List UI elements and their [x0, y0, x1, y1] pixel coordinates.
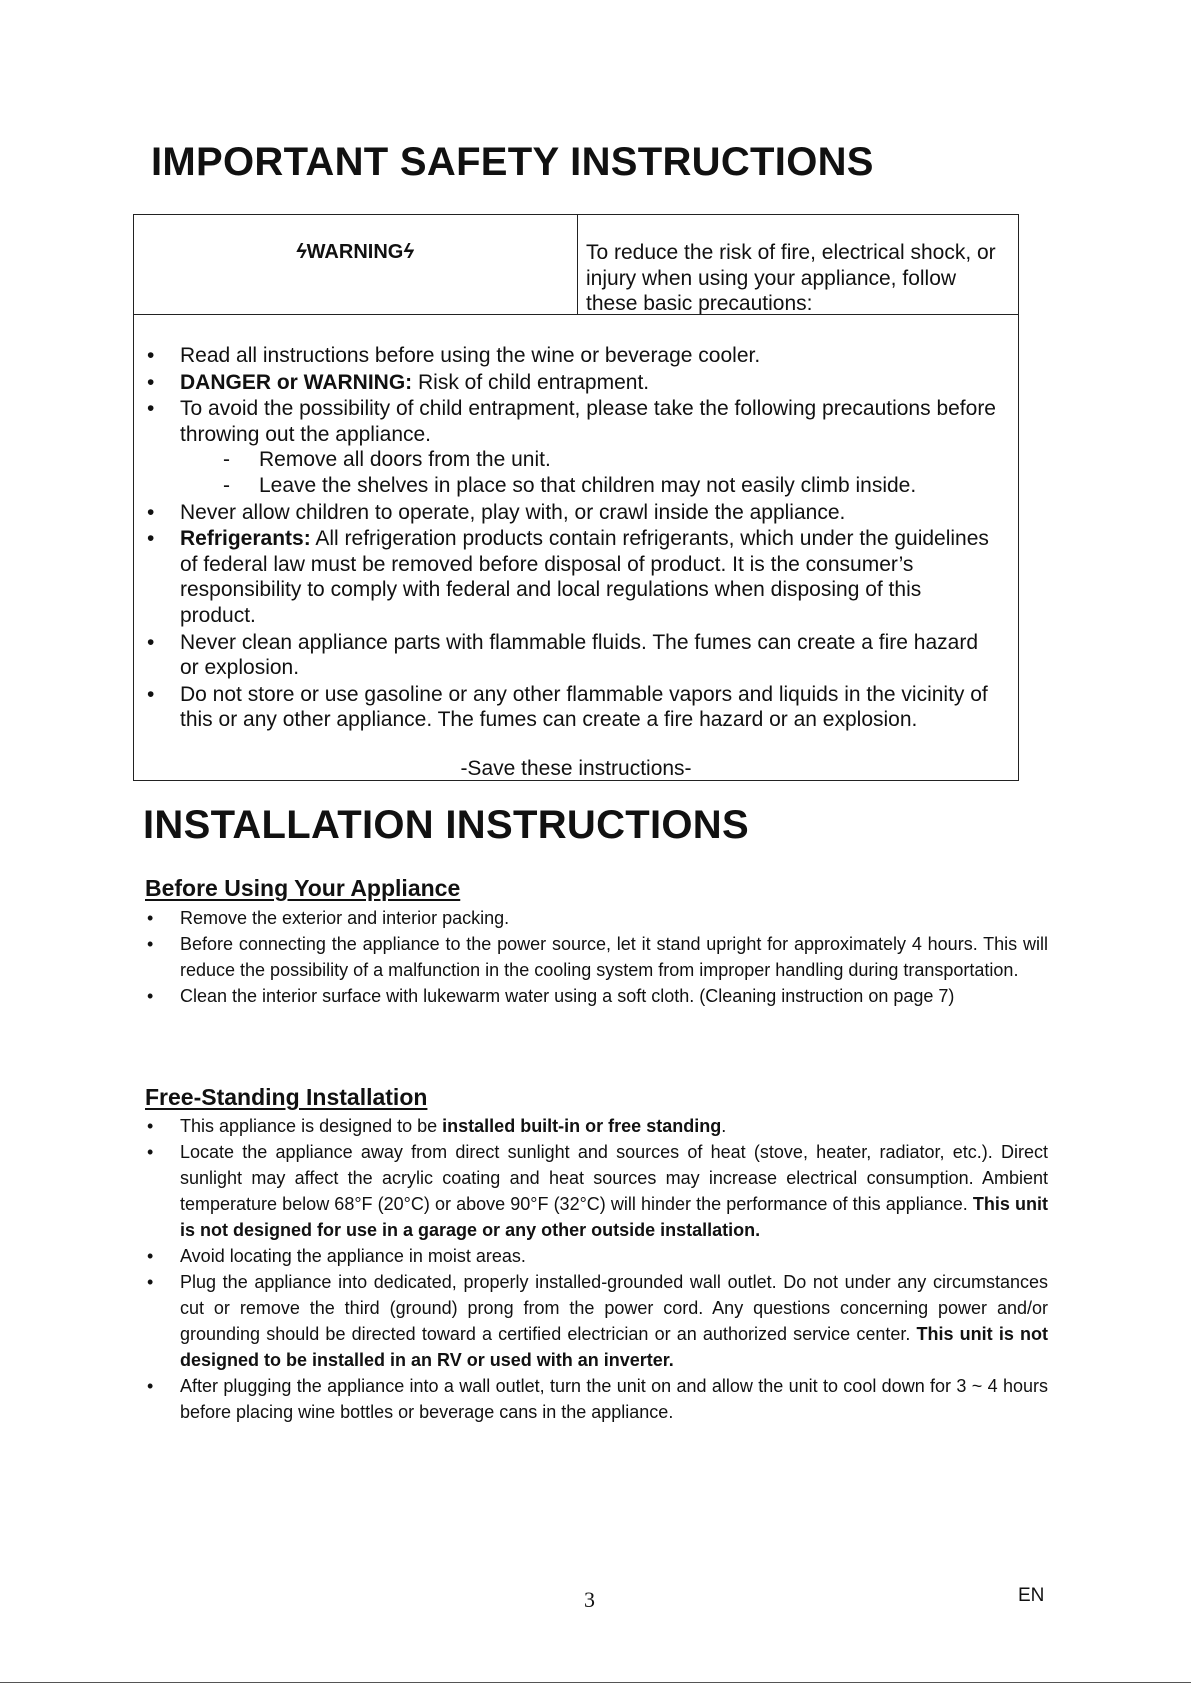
list-item: [147, 370, 1000, 396]
bullet-icon: •: [147, 1116, 154, 1136]
list-item-bold: installed built-in or free standing: [442, 1116, 722, 1136]
list-item-bold: This unit is not designed for use in a garage or any other outside installation.: [180, 1194, 1048, 1240]
list-item-text: After plugging the appliance into a wall outlet, turn the unit on and allow the unit to cool down for 3 ~ 4 hours before placing wine bottles or beverage cans in the appliance.: [180, 1376, 1048, 1422]
list-item-bold: DANGER or WARNING:: [180, 370, 413, 394]
list-item-text: Risk of child entrapment.: [412, 370, 650, 394]
sub-item-text: Leave the shelves in place so that children may not easily climb inside.: [259, 473, 917, 497]
list-item: [147, 1269, 1048, 1373]
warning-header-divider: [577, 214, 578, 315]
bullet-icon: •: [147, 500, 155, 524]
bullet-icon: •: [147, 1376, 154, 1396]
bullet-icon: •: [147, 682, 155, 706]
dash-icon: -: [223, 448, 230, 472]
lightning-bolt-icon: ϟ: [403, 241, 414, 263]
dash-icon: -: [223, 473, 230, 497]
bullet-icon: •: [147, 397, 155, 421]
bullet-icon: •: [147, 344, 155, 367]
list-item-bold: Refrigerants:: [180, 527, 311, 551]
list-item: [147, 905, 1048, 931]
save-instructions-note: -Save these instructions-: [460, 757, 692, 780]
list-item-text: Plug the appliance into dedicated, properly installed-grounded wall outlet. Do not under any circumstances cut or remove the third (ground) prong from the power cord. Any questions concerning power and/or grounding should be directed toward a certified electrician or an authorized service center.: [180, 1272, 1048, 1344]
list-item-text: .: [721, 1116, 727, 1136]
free-standing-list: [147, 1113, 1048, 1425]
safety-list: [147, 343, 1000, 734]
list-item: [147, 526, 1000, 628]
warning-label-text: WARNING: [306, 241, 404, 263]
footer-rule: [0, 1682, 1191, 1683]
bullet-icon: •: [147, 630, 155, 654]
warning-text: To reduce the risk of fire, electrical shock, or injury when using your appliance, follow these basic precautions:: [586, 241, 996, 315]
language-code: EN: [1018, 1585, 1045, 1606]
list-item-text: Never clean appliance parts with flammable fluids. The fumes can create a fire hazard or explosion.: [180, 630, 979, 680]
bullet-icon: •: [147, 1142, 154, 1162]
list-item: [147, 343, 1000, 369]
list-item: [147, 682, 1000, 733]
bullet-icon: •: [147, 370, 155, 394]
list-item: [147, 1113, 1048, 1139]
bullet-icon: •: [147, 527, 155, 551]
subsection-heading: Before Using Your Appliance: [145, 875, 461, 901]
list-item-text: Read all instructions before using the wine or beverage cooler.: [180, 344, 761, 367]
subsection-heading: Free-Standing Installation: [145, 1084, 428, 1110]
list-item-text: Do not store or use gasoline or any other flammable vapors and liquids in the vicinity of this or any other appliance. The fumes can create a fire hazard or an explosion.: [180, 682, 988, 732]
before-using-list: [147, 905, 1048, 1009]
section-title: INSTALLATION INSTRUCTIONS: [143, 803, 749, 847]
list-item-bold: This unit is not designed to be installed in an RV or used with an inverter.: [180, 1324, 1048, 1370]
bullet-icon: •: [147, 1272, 154, 1292]
bullet-icon: •: [147, 1246, 154, 1266]
page-title: IMPORTANT SAFETY INSTRUCTIONS: [151, 140, 874, 184]
warning-label: [133, 241, 577, 264]
bullet-icon: •: [147, 986, 154, 1006]
list-item: [147, 983, 1048, 1009]
list-item-text: Avoid locating the appliance in moist areas.: [180, 1246, 526, 1266]
list-item-text: Never allow children to operate, play with, or crawl inside the appliance.: [180, 500, 846, 524]
list-item: [147, 931, 1048, 983]
list-item-text: Locate the appliance away from direct sunlight and sources of heat (stove, heater, radiator, etc.). Direct sunlight may affect the acrylic coating and heat sources may increase electrical consumption. Ambient temperature below 68°F (20°C) or above 90°F (32°C) will hinder the performance of this appliance.: [180, 1142, 1048, 1214]
list-item-text: Remove the exterior and interior packing.: [180, 908, 510, 928]
list-item-text: To avoid the possibility of child entrapment, please take the following precautions before throwing out the appliance.: [180, 397, 996, 446]
lightning-bolt-icon: ϟ: [296, 241, 307, 263]
list-item: [147, 630, 1000, 681]
list-item: [147, 1243, 1048, 1269]
list-item-text: All refrigeration products contain refrigerants, which under the guidelines of federal law must be removed before disposal of product. It is the consumer’s responsibility to comply with federal and local regulations when disposing of this product.: [180, 527, 989, 627]
list-item: [147, 1139, 1048, 1243]
list-item: [147, 1373, 1048, 1425]
page-number: 3: [584, 1587, 595, 1612]
bullet-icon: •: [147, 934, 154, 954]
list-item-text: Before connecting the appliance to the power source, let it stand upright for approximately 4 hours. This will reduce the possibility of a malfunction in the cooling system from improper handling during transportation.: [180, 934, 1048, 980]
list-item-text: Clean the interior surface with lukewarm water using a soft cloth. (Cleaning instruction on page 7): [180, 986, 955, 1006]
sub-item: [223, 447, 1000, 473]
list-item-text: This appliance is designed to be: [180, 1116, 443, 1136]
sub-item-text: Remove all doors from the unit.: [259, 448, 551, 472]
list-item: [147, 396, 1000, 498]
list-item: [147, 500, 1000, 526]
bullet-icon: •: [147, 908, 154, 928]
sub-item: [223, 473, 1000, 499]
